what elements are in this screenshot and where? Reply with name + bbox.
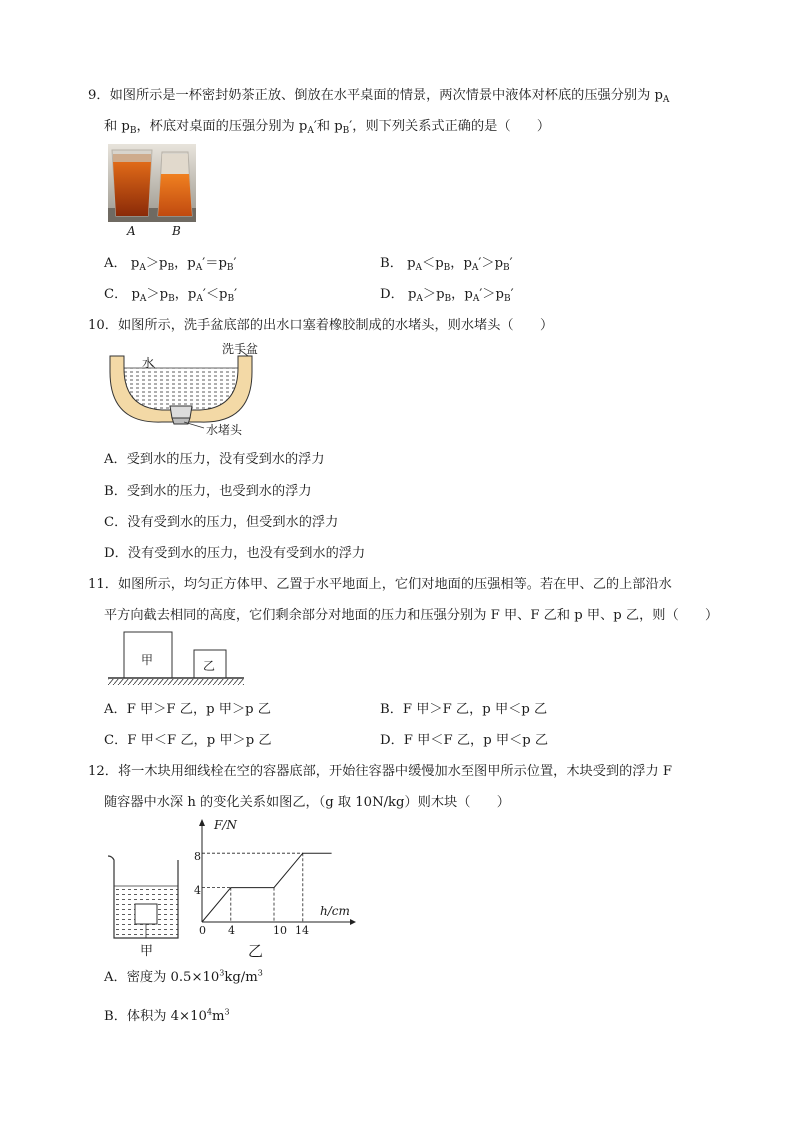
q11-option-d[interactable]: D．F 甲＜F 乙，p 甲＜p 乙	[380, 733, 549, 748]
graph-origin: 0	[199, 924, 206, 937]
graph-xtick-14: 14	[295, 924, 309, 937]
graph-ytick-4: 4	[194, 884, 201, 897]
q9-option-b[interactable]	[380, 252, 513, 273]
label-cube-yi: 乙	[203, 659, 216, 673]
q12-opt-b-text: B．体积为 4×10	[104, 1009, 207, 1024]
q10-option-c[interactable]: C．没有受到水的压力，但受到水的浮力	[104, 515, 339, 530]
q9-option-a[interactable]	[104, 252, 237, 273]
q12-opt-a-sup2: 3	[257, 968, 263, 978]
graph-ylabel	[214, 818, 237, 832]
q10-option-a[interactable]: A．受到水的压力，没有受到水的浮力	[104, 452, 325, 467]
q9-option-b-text: B． $p_A<p_B$，$p_A'>p_B'$	[380, 256, 513, 273]
q9-option-c-text: C． $p_A>p_B$，$p_A'<p_B'$	[104, 287, 238, 304]
label-plug: 水堵头	[206, 423, 243, 437]
label-graph-yi: 乙	[248, 942, 264, 960]
graph-ylabel-text: F/N	[214, 818, 237, 832]
q9-l2s1: B	[129, 126, 137, 136]
label-container-jia: 甲	[140, 944, 154, 959]
q11-option-c[interactable]: C．F 甲＜F 乙，p 甲＞p 乙	[104, 733, 272, 748]
q11-line2: 平方向截去相同的高度，它们剩余部分对地面的压力和压强分别为 F 甲、F 乙和 p 甲、p 乙，则（ ）	[104, 608, 719, 623]
photo-label-a: A	[127, 224, 136, 238]
q9-l2s2: A	[307, 126, 314, 136]
graph-x-arrow	[350, 919, 356, 925]
q9-l2b: ，杯底对桌面的压强分别为 p	[136, 119, 308, 134]
q9-line2	[104, 115, 550, 136]
cubes-diagram	[104, 630, 250, 686]
graph-xtick-10: 10	[273, 924, 287, 937]
graph-y-arrow	[199, 819, 205, 826]
q11-line1: 11．如图所示，均匀正方体甲、乙置于水平地面上，它们对地面的压强相等。若在甲、乙的上部沿水	[88, 577, 672, 592]
q10-stem: 10．如图所示，洗手盆底部的出水口塞着橡胶制成的水堵头，则水堵头（ ）	[88, 318, 554, 333]
q12-option-a[interactable]	[104, 966, 263, 985]
q9-l2s3: B	[342, 126, 350, 136]
q9-option-c[interactable]	[104, 283, 237, 304]
q12-opt-b-unit: m	[211, 1009, 225, 1024]
q10-option-d[interactable]: D．没有受到水的压力，也没有受到水的浮力	[104, 546, 366, 561]
q9-l2d: ′，则下列关系式正确的是（ ）	[349, 119, 551, 134]
q12-opt-a-unit: kg/m	[224, 970, 258, 985]
q12-opt-a-text: A．密度为 0.5×10	[104, 970, 220, 985]
q11-option-a[interactable]: A．F 甲＞F 乙，p 甲＞p 乙	[104, 702, 271, 717]
label-water: 水	[142, 356, 155, 370]
label-cube-jia: 甲	[141, 653, 154, 667]
q9-l2c: ′和 p	[313, 119, 343, 134]
q9-line1-sub: A	[662, 95, 670, 105]
q12-opt-b-sup2: 3	[224, 1007, 230, 1017]
q9-line1	[88, 84, 669, 105]
container-diagram	[104, 852, 184, 944]
q9-option-d-text: D． $p_A>p_B$，$p_A'>p_B'$	[380, 287, 514, 304]
q9-option-a-text: A． $p_A>p_B$，$p_A'=p_B'$	[104, 256, 237, 273]
milk-tea-photo	[108, 144, 196, 222]
q12-line2: 随容器中水深 h 的变化关系如图乙，（g 取 10N/kg）则木块（ ）	[104, 795, 510, 810]
graph-xlabel	[320, 904, 350, 918]
label-basin: 洗手盆	[222, 342, 259, 356]
graph-ytick-8: 8	[194, 850, 201, 863]
graph-xtick-4: 4	[228, 924, 235, 937]
q9-l2a: 和 p	[104, 119, 130, 134]
graph-curve	[202, 853, 332, 922]
q9-line1-text: 9．如图所示是一杯密封奶茶正放、倒放在水平桌面的情景，两次情景中液体对杯底的压强分别为 p	[88, 88, 663, 103]
q12-line1: 12．将一木块用细线栓在空的容器底部，开始往容器中缓慢加水至图甲所示位置，木块受到的浮力 F	[88, 764, 672, 779]
q10-option-b[interactable]: B．受到水的压力，也受到水的浮力	[104, 484, 312, 499]
q12-opt-b-sup: 4	[206, 1007, 212, 1017]
photo-label-b: B	[172, 224, 181, 238]
graph-xlabel-text: h/cm	[320, 904, 350, 918]
q12-option-b[interactable]	[104, 1005, 230, 1024]
q11-option-b[interactable]: B．F 甲＞F 乙，p 甲＜p 乙	[380, 702, 548, 717]
q12-opt-a-sup: 3	[219, 968, 225, 978]
q9-option-d[interactable]	[380, 283, 514, 304]
